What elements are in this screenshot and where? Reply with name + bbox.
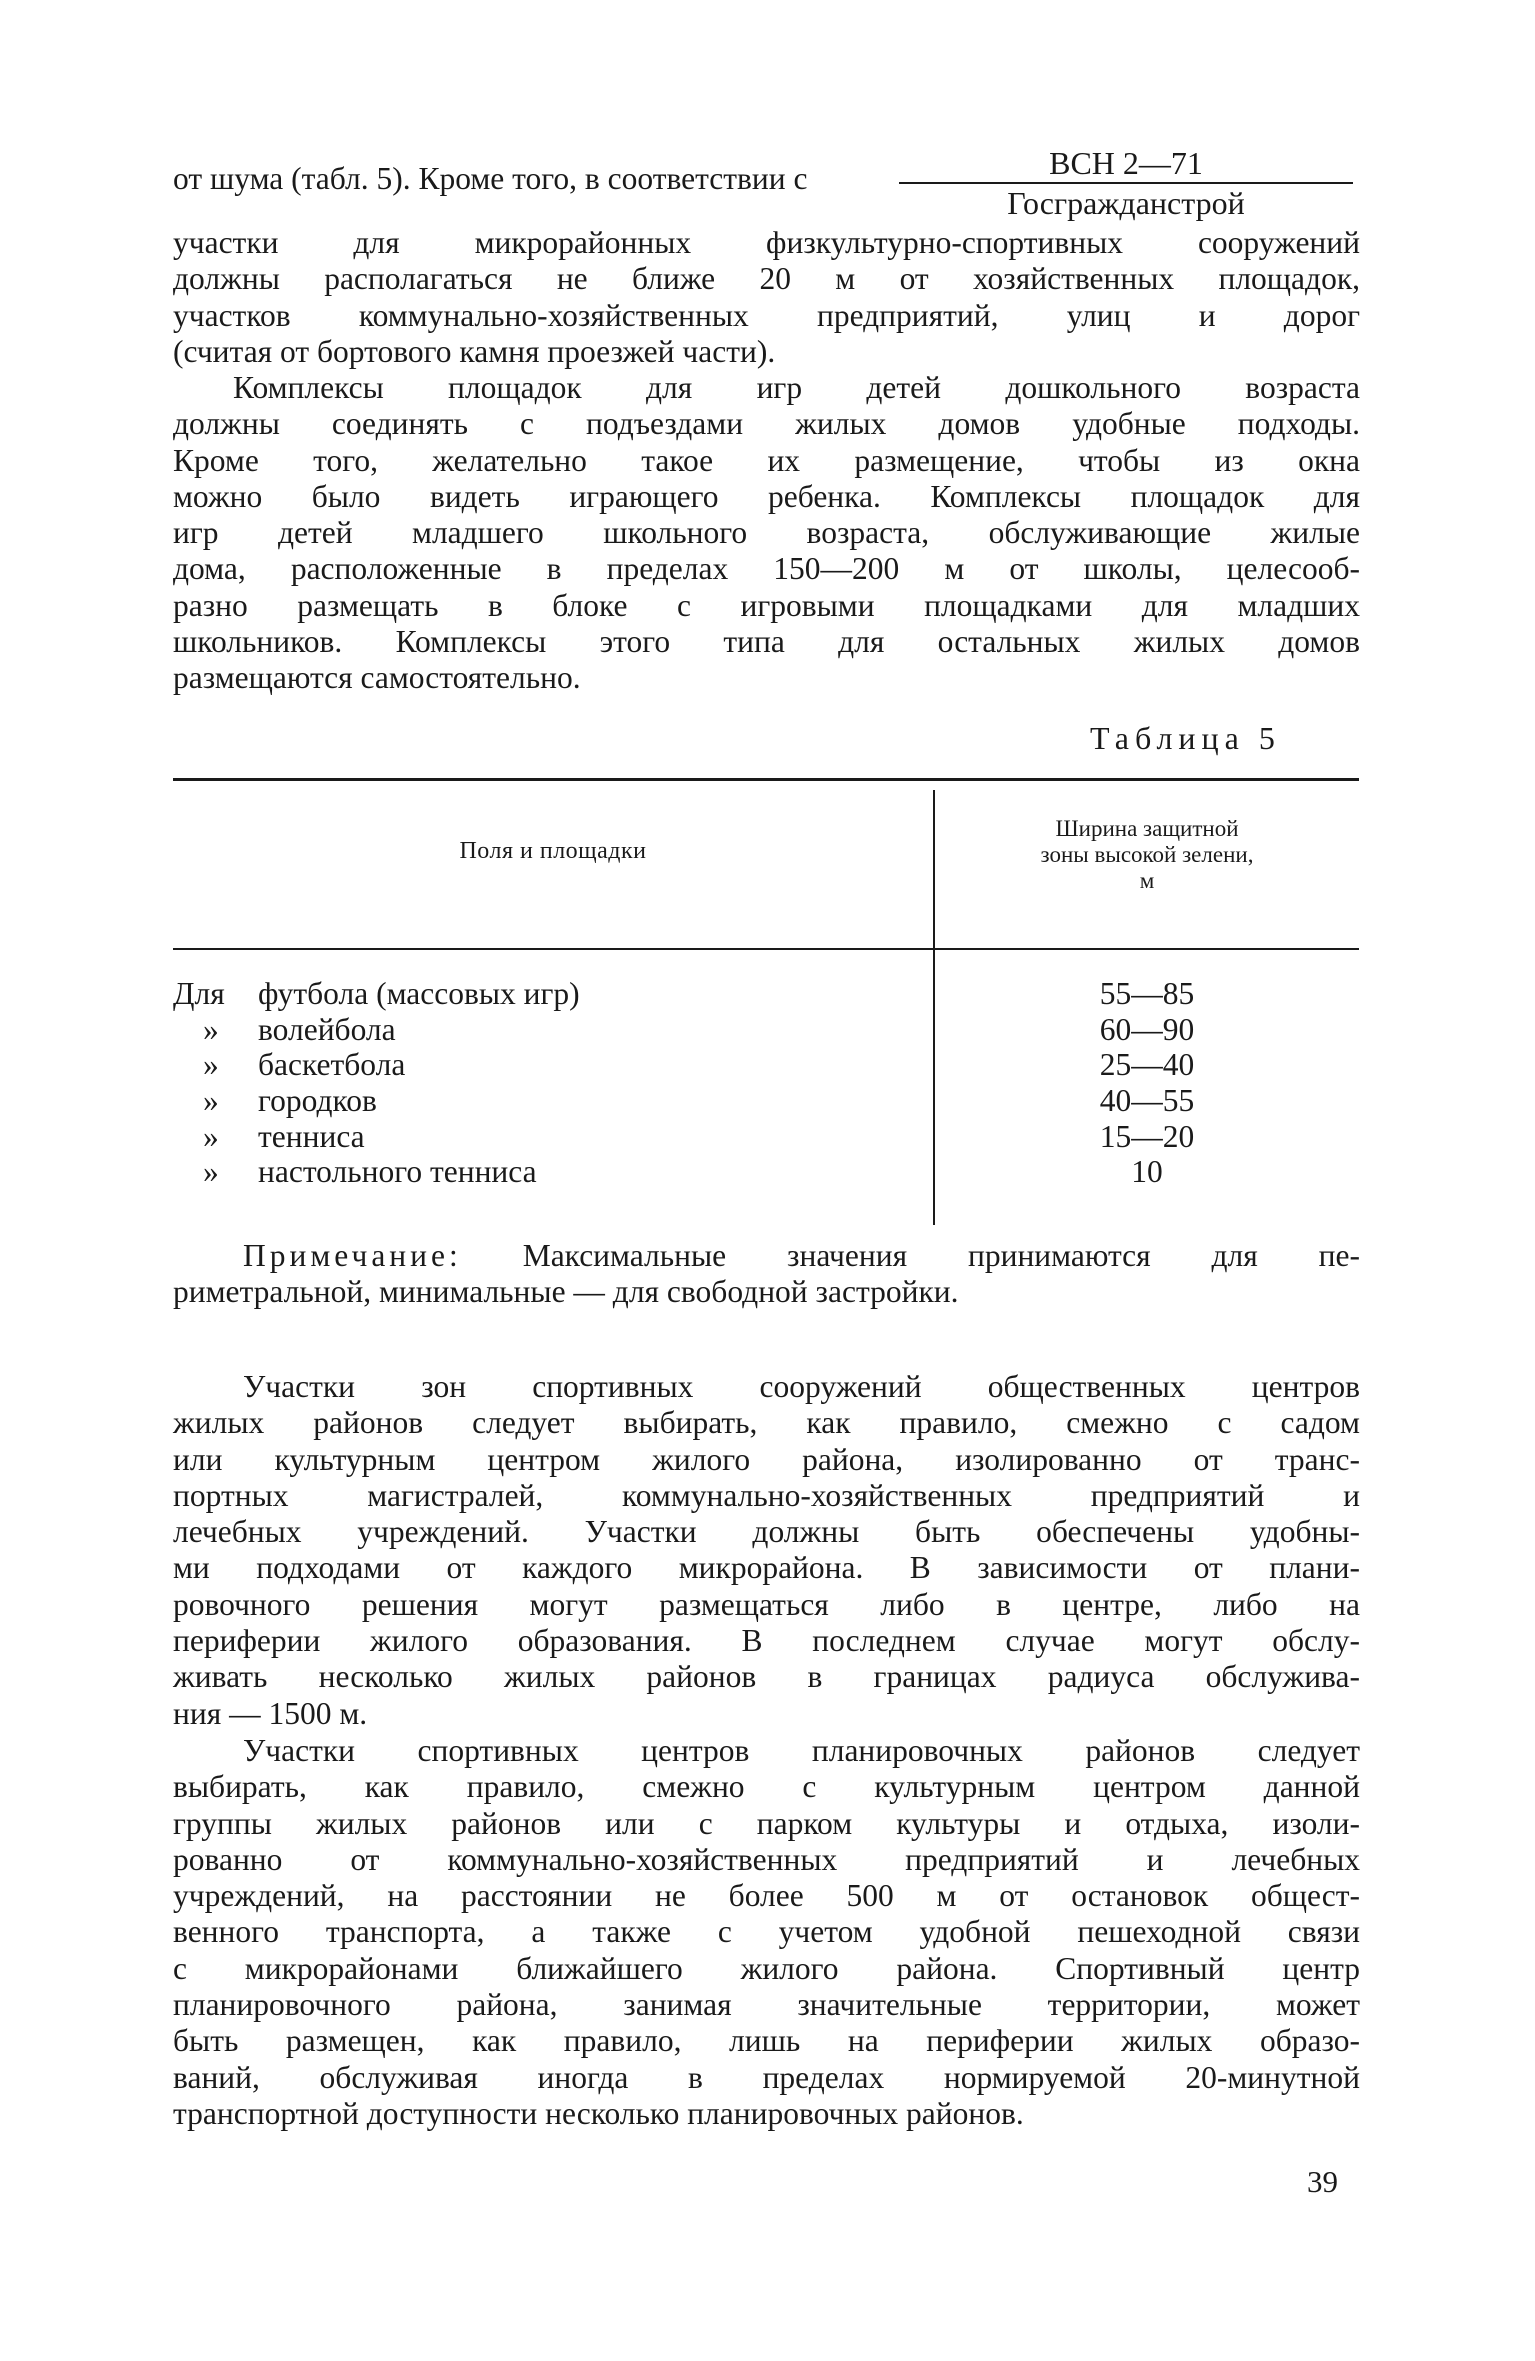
table-5 <box>173 778 1359 1225</box>
table-top-rule <box>173 778 1359 781</box>
paragraph-line: Участки спортивных центров планировочных районов следует <box>243 1733 1360 1768</box>
paragraph-line: периферии жилого образования. В последнем случае могут обслу- <box>173 1623 1360 1659</box>
table-caption: Таблица 5 <box>1090 720 1281 756</box>
table-rows-values <box>935 976 1359 1190</box>
paragraph-line: ния — 1500 м. <box>173 1695 368 1731</box>
row-prefix: » <box>203 1083 219 1119</box>
header-width-line: м <box>1139 868 1155 893</box>
header-line-text: от шума (табл. 5). Кроме того, в соответствии с <box>173 161 808 196</box>
paragraph-line: быть размещен, как правило, лишь на периферии жилых образо- <box>173 2023 1360 2059</box>
note-label: Примечание: <box>243 1238 462 1273</box>
paragraph-line: или культурным центром жилого района, изолированно от транс- <box>173 1441 1360 1477</box>
header-width-line: Ширина защитной <box>1055 816 1239 841</box>
paragraph-line: школьников. Комплексы этого типа для остальных жилых домов <box>173 624 1360 660</box>
table-header-width <box>935 816 1359 894</box>
paragraph-line: Участки зон спортивных сооружений общественных центров <box>243 1369 1360 1404</box>
row-value: 60—90 <box>1099 1011 1195 1047</box>
note-line <box>173 1238 1360 1274</box>
paragraph-1 <box>173 225 1360 370</box>
note-text: Максимальные значения принимаются для пе- <box>522 1238 1361 1273</box>
fraction-numerator: ВСН 2—71 <box>1049 145 1203 181</box>
row-prefix: » <box>203 1047 219 1083</box>
paragraph-line: транспортной доступности несколько планировочных районов. <box>173 2095 1024 2131</box>
norm-reference-fraction <box>893 144 1359 222</box>
paragraph-2 <box>173 370 1360 697</box>
row-prefix: » <box>203 1154 219 1190</box>
paragraph-line: жилых районов следует выбирать, как правило, смежно с садом <box>173 1405 1360 1441</box>
paragraph-4 <box>173 1733 1360 2132</box>
paragraph-line: планировочного района, занимая значительные территории, может <box>173 1987 1360 2023</box>
row-value: 15—20 <box>1099 1118 1195 1154</box>
paragraph-3 <box>173 1369 1360 1732</box>
paragraph-line: ваний, обслуживая иногда в пределах нормируемой 20-минутной <box>173 2059 1360 2095</box>
row-prefix: Для <box>173 976 225 1011</box>
row-name: футбола (массовых игр) <box>258 976 580 1011</box>
paragraph-line: размещаются самостоятельно. <box>173 660 581 696</box>
row-name: баскетбола <box>258 1047 406 1083</box>
paragraph-line: венного транспорта, а также с учетом удобной пешеходной связи <box>173 1914 1360 1950</box>
header-width-line: зоны высокой зелени, <box>1040 842 1254 867</box>
paragraph-line: лечебных учреждений. Участки должны быть обеспечены удобны- <box>173 1514 1360 1550</box>
row-prefix: » <box>203 1118 219 1154</box>
row-value: 25—40 <box>1099 1047 1195 1083</box>
fraction-denominator: Госгражданстрой <box>1007 185 1245 221</box>
paragraph-line: должны располагаться не ближе 20 м от хозяйственных площадок, <box>173 261 1360 297</box>
table-row <box>173 1047 923 1083</box>
table-row <box>173 1119 923 1155</box>
paragraph-line: дома, расположенные в пределах 150—200 м от школы, целесооб- <box>173 551 1360 587</box>
table-row <box>173 1154 923 1190</box>
paragraph-line: Кроме того, желательно такое их размещение, чтобы из окна <box>173 442 1360 478</box>
row-name: настольного тенниса <box>258 1154 537 1190</box>
note-line: риметральной, минимальные — для свободной застройки. <box>173 1274 959 1310</box>
paragraph-line: (считая от бортового камня проезжей части). <box>173 333 776 369</box>
table-row <box>173 1012 923 1048</box>
row-value: 40—55 <box>1099 1083 1195 1119</box>
table-header-rule <box>173 948 1359 950</box>
row-value: 55—85 <box>1099 976 1195 1011</box>
paragraph-line: участков коммунально-хозяйственных предприятий, улиц и дорог <box>173 297 1360 333</box>
paragraph-line: учреждений, на расстоянии не более 500 м от остановок общест- <box>173 1878 1360 1914</box>
table-note <box>173 1238 1360 1311</box>
row-prefix: » <box>203 1011 219 1047</box>
row-name: тенниса <box>258 1118 365 1154</box>
table-rows-names <box>173 976 923 1190</box>
paragraph-line: должны соединять с подъездами жилых домов удобные подходы. <box>173 406 1360 442</box>
paragraph-line: рованно от коммунально-хозяйственных предприятий и лечебных <box>173 1841 1360 1877</box>
paragraph-line: участки для микрорайонных физкультурно-спортивных сооружений <box>173 225 1360 260</box>
table-row <box>173 1083 923 1119</box>
paragraph-line: портных магистралей, коммунально-хозяйственных предприятий и <box>173 1477 1360 1513</box>
paragraph-line: можно было видеть играющего ребенка. Комплексы площадок для <box>173 478 1360 514</box>
paragraph-line: игр детей младшего школьного возраста, обслуживающие жилые <box>173 515 1360 551</box>
paragraph-line: Комплексы площадок для игр детей дошкольного возраста <box>233 370 1360 405</box>
page-number: 39 <box>1307 2164 1338 2199</box>
paragraph-line: ми подходами от каждого микрорайона. В зависимости от плани- <box>173 1550 1360 1586</box>
paragraph-line: ровочного решения могут размещаться либо в центре, либо на <box>173 1586 1360 1622</box>
table-row <box>173 976 923 1012</box>
row-value: 10 <box>1131 1154 1163 1190</box>
paragraph-line: выбирать, как правило, смежно с культурным центром данной <box>173 1769 1360 1805</box>
row-name: волейбола <box>258 1011 396 1047</box>
paragraph-line: живать несколько жилых районов в границах радиуса обслужива- <box>173 1659 1360 1695</box>
paragraph-line: группы жилых районов или с парком культуры и отдыха, изоли- <box>173 1805 1360 1841</box>
paragraph-line: разно размещать в блоке с игровыми площадками для младших <box>173 587 1360 623</box>
row-name: городков <box>258 1083 377 1119</box>
table-header-fields: Поля и площадки <box>459 838 647 864</box>
paragraph-line: с микрорайонами ближайшего жилого района. Спортивный центр <box>173 1950 1360 1986</box>
